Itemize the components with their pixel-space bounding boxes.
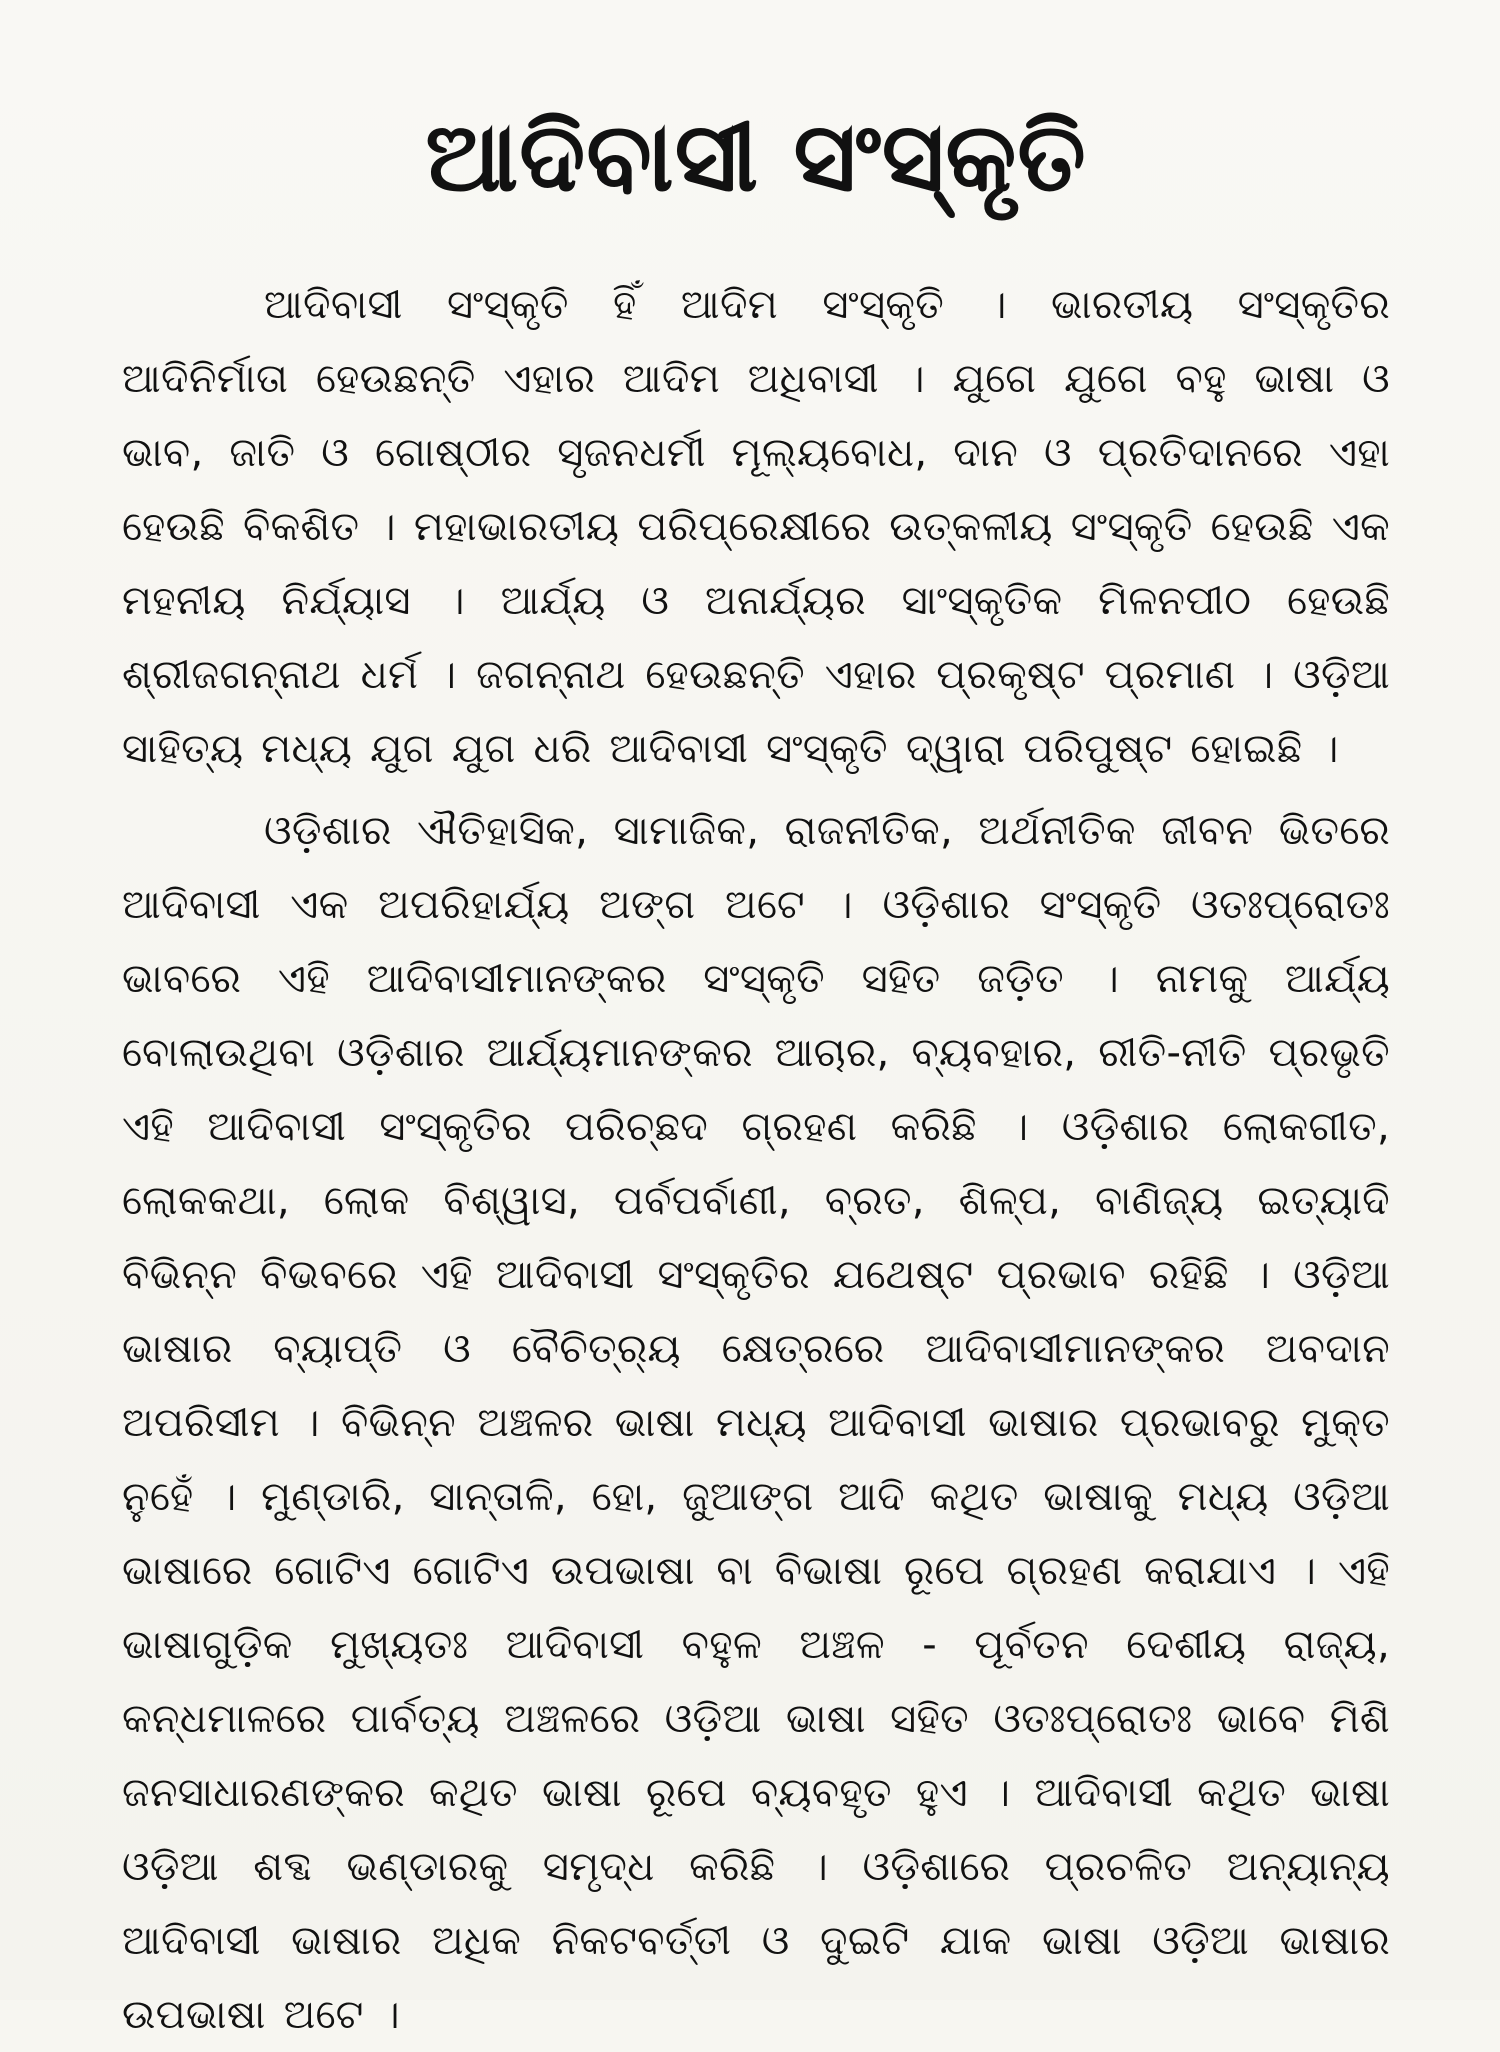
paragraph-2: ଓଡ଼ିଶାର ଐତିହାସିକ, ସାମାଜିକ, ରାଜନୀତିକ, ଅର୍ଥନୀତିକ ଜୀବନ ଭିତରେ ଆଦିବାସୀ ଏକ ଅପରିହାର୍ଯ୍ୟ ଅଙ୍ଗ ଅଟେ । ଓଡ଼ିଶାର ସଂସ୍କୃତି ଓତଃପ୍ରୋତଃ ଭାବରେ ଏହି ଆଦିବାସୀମାନଙ୍କର ସଂସ୍କୃତି ସହିତ ଜଡ଼ିତ । ନାମକୁ ଆର୍ଯ୍ୟ ବୋଲାଉଥିବା ଓଡ଼ିଶାର ଆର୍ଯ୍ୟମାନଙ୍କର ଆଚାର, ବ୍ୟବହାର, ରୀତି-ନୀତି ପ୍ରଭୃତି ଏହି ଆଦିବାସୀ ସଂସ୍କୃତିର ପରିଚ୍ଛଦ ଗ୍ରହଣ କରିଛି । ଓଡ଼ିଶାର ଲୋକଗୀତ, ଲୋକକଥା, ଲୋକ ବିଶ୍ୱାସ, ପର୍ବପର୍ବାଣୀ, ବ୍ରତ, ଶିଳ୍ପ, ବାଣିଜ୍ୟ ଇତ୍ୟାଦି ବିଭିନ୍ନ ବିଭବରେ ଏହି ଆଦିବାସୀ ସଂସ୍କୃତିର ଯଥେଷ୍ଟ ପ୍ରଭାବ ରହିଛି । ଓଡ଼ିଆ ଭାଷାର ବ୍ୟାପ୍ତି ଓ ବୈଚିତ୍ର୍ୟ କ୍ଷେତ୍ରରେ ଆଦିବାସୀମାନଙ୍କର ଅବଦାନ ଅପରିସୀମ । ବିଭିନ୍ନ ଅଞ୍ଚଳର ଭାଷା ମଧ୍ୟ ଆଦିବାସୀ ଭାଷାର ପ୍ରଭାବରୁ ମୁକ୍ତ ନୁହେଁ । ମୁଣ୍ଡାରି, ସାନ୍ତାଳି, ହୋ, ଜୁଆଙ୍ଗ ଆଦି କଥିତ ଭାଷାକୁ ମଧ୍ୟ ଓଡ଼ିଆ ଭାଷାରେ ଗୋଟିଏ ଗୋଟିଏ ଉପଭାଷା ବା ବିଭାଷା ରୂପେ ଗ୍ରହଣ କରାଯାଏ । ଏହି ଭାଷାଗୁଡ଼ିକ ମୁଖ୍ୟତଃ ଆଦିବାସୀ ବହୁଳ ଅଞ୍ଚଳ - ପୂର୍ବତନ ଦେଶୀୟ ରାଜ୍ୟ, କନ୍ଧମାଳରେ ପାର୍ବତ୍ୟ ଅଞ୍ଚଳରେ ଓଡ଼ିଆ ଭାଷା ସହିତ ଓତଃପ୍ରୋତଃ ଭାବେ ମିଶି ଜନସାଧାରଣଙ୍କର କଥିତ ଭାଷା ରୂପେ ବ୍ୟବହୃତ ହୁଏ । ଆଦିବାସୀ କଥିତ ଭାଷା ଓଡ଼ିଆ ଶବ୍ଦ ଭଣ୍ଡାରକୁ ସମୃଦ୍ଧ କରିଛି । ଓଡ଼ିଶାରେ ପ୍ରଚଳିତ ଅନ୍ୟାନ୍ୟ ଆଦିବାସୀ ଭାଷାର ଅଧିକ ନିକଟବର୍ତ୍ତୀ ଓ ଦୁଇଟି ଯାକ ଭାଷା ଓଡ଼ିଆ ଭାଷାର ଉପଭାଷା ଅଟେ । <box>122 808 1390 2038</box>
paragraph-1: ଆଦିବାସୀ ସଂସ୍କୃତି ହିଁ ଆଦିମ ସଂସ୍କୃତି । ଭାରତୀୟ ସଂସ୍କୃତିର ଆଦିନିର୍ମାତା ହେଉଛନ୍ତି ଏହାର ଆଦିମ ଅଧିବାସୀ । ଯୁଗେ ଯୁଗେ ବହୁ ଭାଷା ଓ ଭାବ, ଜାତି ଓ ଗୋଷ୍ଠୀର ସୃଜନଧର୍ମୀ ମୂଲ୍ୟବୋଧ, ଦାନ ଓ ପ୍ରତିଦାନରେ ଏହା ହେଉଛି ବିକଶିତ । ମହାଭାରତୀୟ ପରିପ୍ରେକ୍ଷୀରେ ଉତ୍କଳୀୟ ସଂସ୍କୃତି ହେଉଛି ଏକ ମହନୀୟ ନିର୍ଯ୍ୟାସ । ଆର୍ଯ୍ୟ ଓ ଅନାର୍ଯ୍ୟର ସାଂସ୍କୃତିକ ମିଳନପୀଠ ହେଉଛି ଶ୍ରୀଜଗନ୍ନାଥ ଧର୍ମ । ଜଗନ୍ନାଥ ହେଉଛନ୍ତି ଏହାର ପ୍ରକୃଷ୍ଟ ପ୍ରମାଣ । ଓଡ଼ିଆ ସାହିତ୍ୟ ମଧ୍ୟ ଯୁଗ ଯୁଗ ଧରି ଆଦିବାସୀ ସଂସ୍କୃତି ଦ୍ୱାରା ପରିପୁଷ୍ଟ ହୋଇଛି । <box>122 282 1390 772</box>
document-title: ଆଦିବାସୀ ସଂସ୍କୃତି <box>425 101 1087 213</box>
